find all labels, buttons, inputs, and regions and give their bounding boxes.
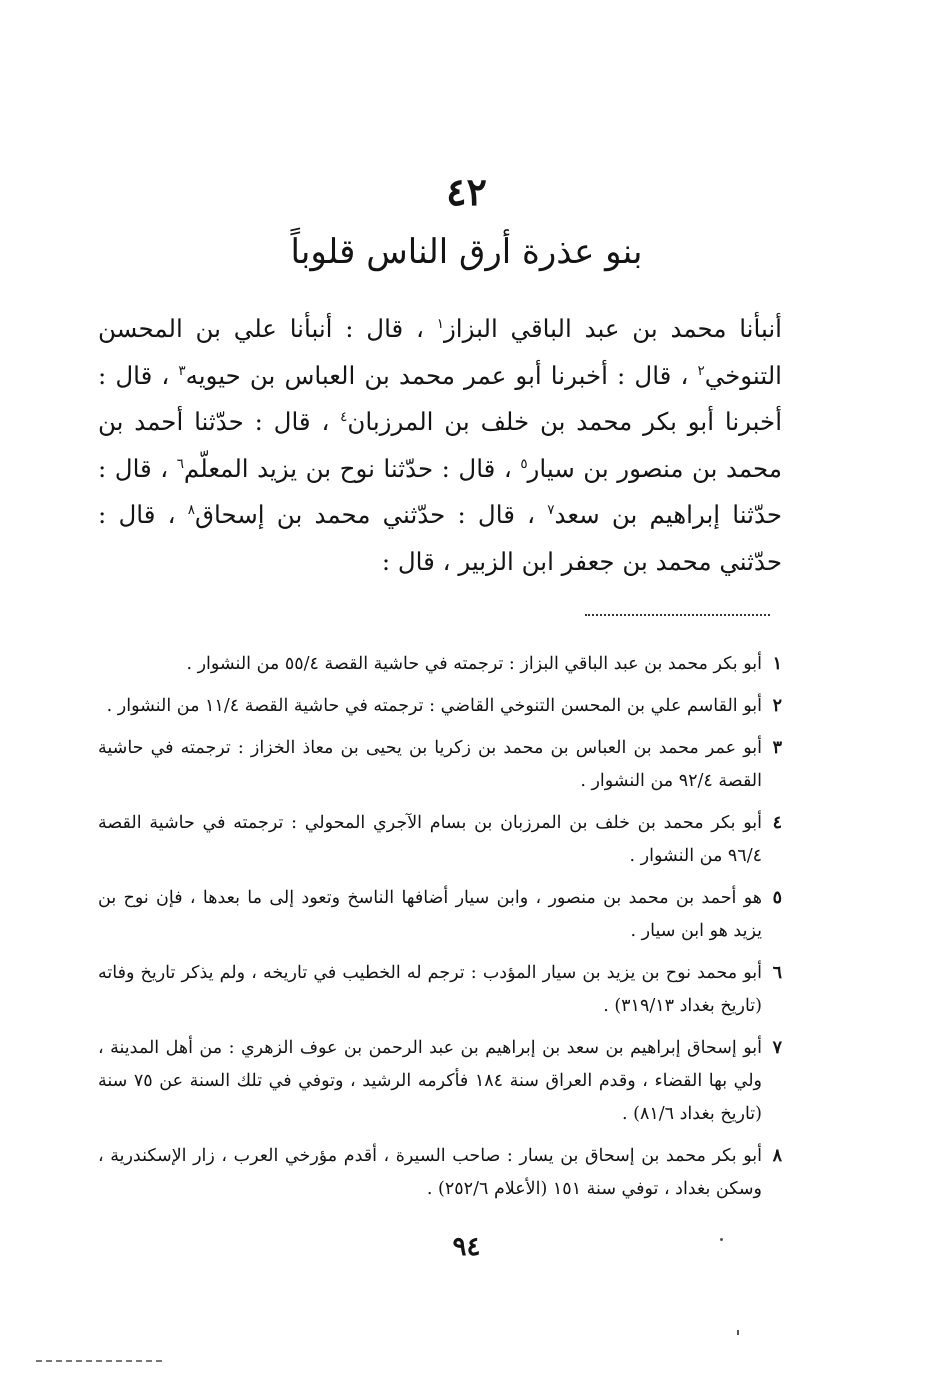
footnote-reference: ١ (436, 315, 444, 332)
footnote (98, 957, 782, 1023)
footnote-number: ٧ (772, 1038, 782, 1058)
body-text-run: ، قال : أخبرنا أبو بكر محمد بن خلف بن المرزبان (98, 360, 782, 436)
footnote-reference: ٧ (547, 501, 555, 518)
body-text-run: ، قال : أنبأنا علي بن المحسن التنوخي (98, 314, 782, 390)
chapter-title: بنو عذرة أرق الناس قلوباً (290, 232, 643, 272)
footnote-text: هو أحمد بن محمد بن منصور ، وابن سيار أضافها الناسخ وتعود إلى ما بعدها ، فإن نوح بن يزيد هو ابن سيار . (98, 888, 762, 941)
body-text-run: ، قال : حدّثنا أحمد بن محمد بن منصور بن سيار (98, 407, 782, 483)
footnote (98, 648, 782, 681)
footnote (98, 732, 782, 798)
footnote-number: ٥ (772, 888, 782, 908)
footnote-text: أبو بكر محمد بن خلف بن المرزبان بن بسام الآجري المحولي : ترجمته في حاشية القصة ٩٦/٤ من النشوار . (98, 813, 762, 866)
footnote-number: ٦ (772, 963, 782, 983)
footnote-number: ٢ (772, 696, 782, 716)
chapter-number: ٤٢ (446, 169, 487, 214)
footnote-reference: ٨ (187, 501, 195, 518)
footnote-number: ٣ (772, 738, 782, 758)
footnote-text: أبو عمر محمد بن العباس بن محمد بن زكريا بن يحيى بن معاذ الخزاز : ترجمته في حاشية القصة ٩٢/٤ من النشوار . (98, 738, 762, 791)
footnote-reference: ٥ (520, 455, 528, 472)
footnote (98, 807, 782, 873)
footnote-reference: ٢ (697, 362, 705, 379)
footnote-text: أبو بكر محمد بن عبد الباقي البزاز : ترجمته في حاشية القصة ٥٥/٤ من النشوار . (186, 654, 762, 674)
footnote (98, 1032, 782, 1131)
footnote-number: ٨ (772, 1146, 782, 1166)
footnote-text: أبو القاسم علي بن المحسن التنوخي القاضي : ترجمته في حاشية القصة ١١/٤ من النشوار . (106, 696, 762, 716)
footnote-separator (585, 614, 770, 616)
footnote-reference: ٤ (340, 408, 348, 425)
footnotes-list (98, 648, 782, 1215)
page-number: ٩٤ (452, 1232, 481, 1262)
footnote-reference: ٦ (176, 455, 184, 472)
footnote (98, 882, 782, 948)
footnote-text: أبو بكر محمد بن إسحاق بن يسار : صاحب السيرة ، أقدم مؤرخي العرب ، زار الإسكندرية ، وسكن بغداد ، توفي سنة ١٥١ (الأعلام ٢٥٢/٦) . (98, 1146, 762, 1199)
scan-edge-mark (36, 1360, 162, 1362)
scan-speck (737, 1330, 739, 1335)
footnote-number: ١ (772, 654, 782, 674)
body-text-run: ، قال : حدّثنا إبراهيم بن سعد (98, 453, 782, 529)
body-text-run: ، قال : حدّثني محمد بن إسحاق (194, 500, 548, 529)
footnote-text: أبو محمد نوح بن يزيد بن سيار المؤدب : ترجم له الخطيب في تاريخه ، ولم يذكر تاريخ وفاته (تاريخ بغداد ٣١٩/١٣) . (98, 963, 762, 1016)
footnote-number: ٤ (772, 813, 782, 833)
body-text-run: ، قال : أخبرنا أبو عمر محمد بن العباس بن حيويه (185, 360, 698, 390)
body-text-run: ، قال : حدّثني محمد بن جعفر ابن الزبير ، قال : (98, 500, 782, 576)
body-text-run: أنبأنا محمد بن عبد الباقي البزاز (443, 314, 782, 343)
footnote (98, 1140, 782, 1206)
footnote-text: أبو إسحاق إبراهيم بن سعد بن إبراهيم بن عبد الرحمن بن عوف الزهري : من أهل المدينة ، ولي بها القضاء ، وقدم العراق سنة ١٨٤ فأكرمه الرشيد ، وتوفي في تلك السنة عن ٧٥ سنة (تاريخ بغداد ٨١/٦) . (98, 1038, 763, 1124)
footnote (98, 690, 782, 723)
footnote-reference: ٣ (178, 362, 186, 379)
body-text-run: ، قال : حدّثنا نوح بن يزيد المعلّم (183, 453, 521, 483)
scan-speck (720, 1238, 723, 1241)
body-paragraph (98, 306, 782, 585)
